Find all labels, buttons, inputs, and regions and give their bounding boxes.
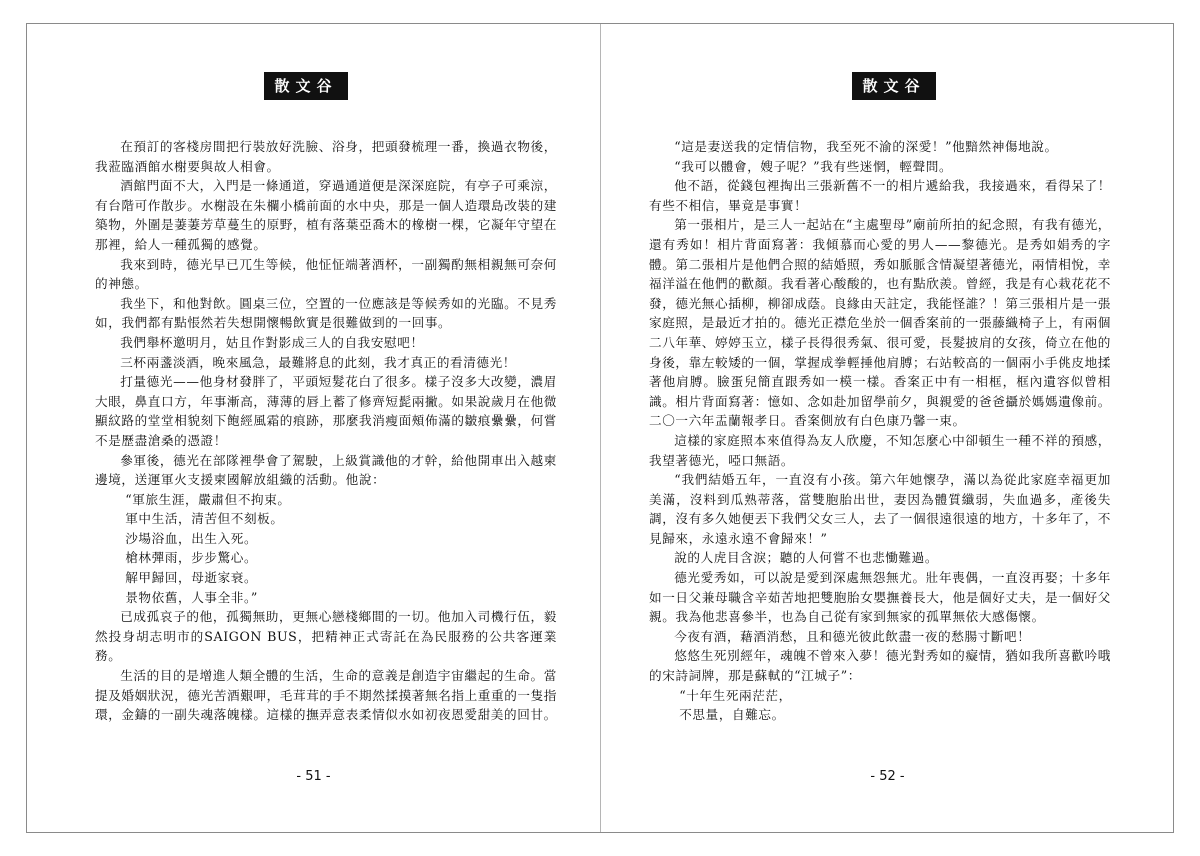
right-page (601, 24, 1174, 832)
paragraph: 我坐下，和他對飲。圓桌三位，空置的一位應該是等候秀如的光臨。不見秀如，我們都有點悵然若失想開懷暢飲實是很難做到的一回事。 (95, 295, 557, 331)
paragraph: 第一張相片，是三人一起站在“主處聖母”廟前所拍的紀念照，有我有德光，還有秀如！相片背面寫著：我傾慕而心愛的男人——黎德光。是秀如娟秀的字體。第二張相片是他們合照的結婚照，秀如脈脈含情凝望著德光，兩情相悅，幸福洋溢在他們的歡顏。我看著心酸酸的，也有點欣羨。曾經，我是有心栽花花不發，德光無心插柳，柳卻成蔭。良緣由天註定，我能怪誰？！第三張相片是一張家庭照，是最近才拍的。德光正襟危坐於一個香案前的一張藤織椅子上，有兩個二八年華、婷婷玉立，樣子長得很秀氣、很可愛，長髮披肩的女孩，倚立在他的身後，靠左較矮的一個，掌握成拳輕捶他肩膊；右站較高的一個兩小手佻皮地揉著他肩膊。臉蛋兒簡直跟秀如一模一樣。香案正中有一相框，框內遺容似曾相識。相片背面寫著：憶如、念如赴加留學前夕，與親愛的爸爸攝於媽媽遺像前。二〇一六年盂蘭報孝日。香案側放有白色康乃馨一束。 (649, 217, 1111, 429)
left-page (27, 24, 600, 832)
right-body-text (649, 137, 1111, 725)
verse-line: “軍旅生涯，嚴肅但不拘束。 (125, 491, 291, 507)
section-header-left: 散文谷 (264, 72, 348, 100)
verse-line: 景物依舊，人事全非。” (125, 589, 258, 605)
paragraph: 我來到時，德光早已兀生等候，他怔怔端著酒杯，一副獨酌無相親無可奈何的神態。 (95, 256, 557, 292)
verse-line: 軍中生活，清苦但不刻板。 (125, 511, 284, 527)
verse-line: “十年生死兩茫茫， (679, 687, 792, 703)
paragraph: 酒館門面不大，入門是一條通道，穿過通道便是深深庭院，有亭子可乘涼，有台階可作散步。水榭設在朱欄小橋前面的水中央，那是一個人造環島改裝的建築物，外圍是萋萋芳草蔓生的原野，植有落葉亞喬木的橡樹一棵，它凝年守望在那裡，給人一種孤獨的感覺。 (95, 178, 557, 252)
paragraph: 他不語，從錢包裡掏出三張新舊不一的相片遞給我，我接過來，看得呆了！有些不相信，畢竟是事實！ (649, 178, 1111, 213)
left-body-text (95, 137, 557, 725)
verse-line: 槍林彈雨，步步驚心。 (125, 550, 258, 566)
book-spread (26, 23, 1174, 833)
section-header-right: 散文谷 (852, 72, 936, 100)
paragraph: 德光愛秀如，可以說是愛到深處無怨無尤。壯年喪偶，一直沒再娶；十多年如一日父兼母職含辛茹苦地把雙胞胎女嬰撫養長大，他是個好丈夫，是一個好父親。我為他悲喜參半，也為自己從有家到無家的孤單無依大感傷懷。 (649, 570, 1111, 625)
verse-line: 不思量，自難忘。 (679, 707, 785, 723)
paragraph: 三杯兩盞淡酒，晚來風急，最難將息的此刻，我才真正的看清德光！ (120, 354, 516, 370)
verse-line: 沙場浴血，出生入死。 (125, 530, 258, 546)
paragraph: 今夜有酒，藉酒消愁，且和德光彼此飲盡一夜的愁腸寸斷吧！ (674, 628, 1031, 644)
paragraph: 打量德光——他身材發胖了，平頭短髮花白了很多。樣子沒多大改變，濃眉大眼，鼻直口方，年事漸高，薄薄的唇上蓄了修齊短髭兩撇。如果說歲月在他微顯紋路的堂堂相貌刻下飽經風霜的痕跡，那麼我消瘦面頰佈滿的皺痕纍纍，何嘗不是歷盡滄桑的憑證！ (95, 374, 557, 448)
paragraph: 說的人虎目含淚；聽的人何嘗不也悲慟難過。 (674, 550, 939, 566)
paragraph: 這樣的家庭照本來值得為友人欣慶，不知怎麼心中卻頓生一種不祥的預感，我望著德光，啞口無語。 (649, 432, 1111, 468)
paragraph: 參軍後，德光在部隊裡學會了駕駛，上級賞識他的才幹，給他開車出入越柬邊境，送運軍火支援柬國解放組織的活動。他說： (95, 452, 557, 488)
verse-line: 解甲歸回，母逝家衰。 (125, 570, 258, 586)
paragraph: 已成孤哀子的他，孤獨無助，更無心戀棧鄉間的一切。他加入司機行伍，毅然投身胡志明市的SAIGON BUS，把精神正式寄託在為民服務的公共客運業務。 (95, 609, 557, 664)
paragraph: “這是妻送我的定情信物，我至死不渝的深愛！”他黯然神傷地說。 (674, 139, 1058, 154)
paragraph: 我們舉杯邀明月，姑且作對影成三人的自我安慰吧！ (120, 334, 424, 350)
paragraph: “我可以體會，嫂子呢？”我有些迷惘，輕聲問。 (674, 158, 953, 174)
paragraph: “我們結婚五年，一直沒有小孩。第六年她懷孕，滿以為從此家庭幸福更加美滿，沒料到瓜熟蒂落，當雙胞胎出世，妻因為體質纖弱，失血過多，產後失調，沒有多久她便丟下我們父女三人，去了一個很遠很遠的地方，十多年了，不見歸來，永遠永遠不會歸來！” (649, 472, 1111, 546)
paragraph: 悠悠生死別經年，魂魄不曾來入夢！德光對秀如的癡情，猶如我所喜歡吟哦的宋詩詞牌，那是蘇軾的“江城子”： (649, 648, 1111, 684)
page-number-left: - 51 - (296, 769, 331, 784)
page-number-right: - 52 - (870, 769, 905, 784)
paragraph: 在預訂的客棧房間把行裝放好洗臉、浴身，把頭發梳理一番，換過衣物後，我蒞臨酒館水榭要與故人相會。 (95, 139, 557, 174)
paragraph: 生活的目的是增進人類全體的生活，生命的意義是創造宇宙繼起的生命。當提及婚姻狀況，德光苦酒艱呷，毛茸茸的手不期然揉摸著無名指上重重的一隻指環，金鑄的一副失魂落魄樣。這樣的撫弄意表柔情似水如初夜恩愛甜美的回甘。 (95, 668, 557, 723)
